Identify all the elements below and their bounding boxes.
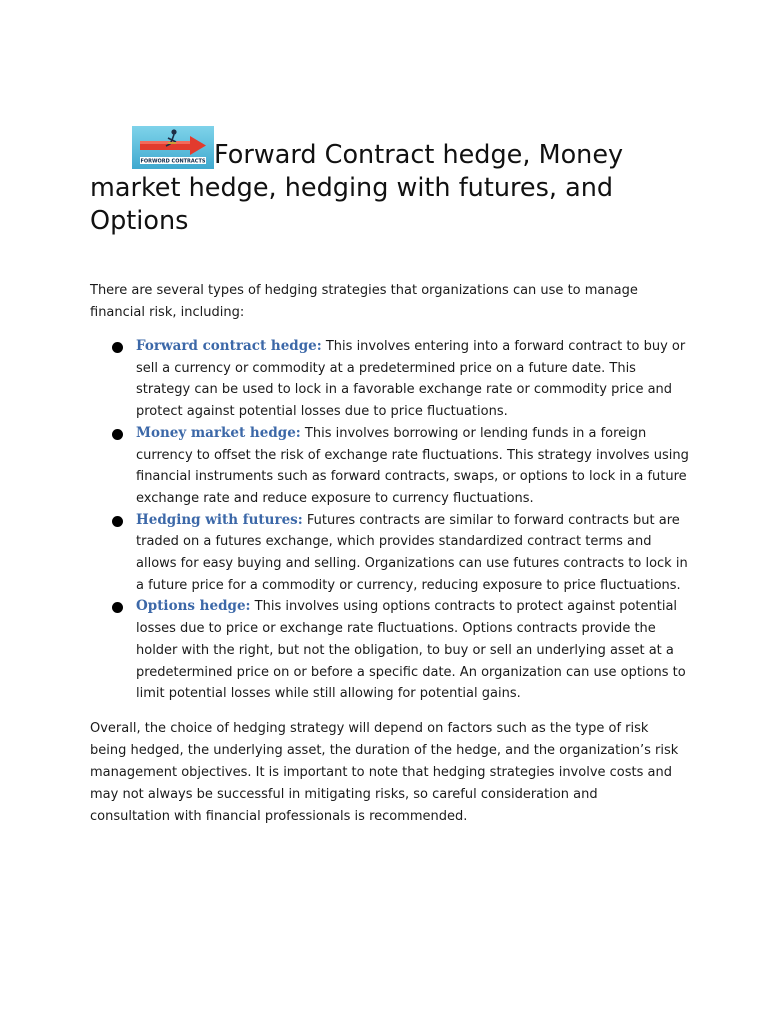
list-item-options-hedge bbox=[90, 596, 690, 705]
list-item-forward-contract-hedge bbox=[90, 336, 690, 423]
term-money-market-hedge: Money market hedge: bbox=[136, 424, 301, 441]
bullet-icon bbox=[112, 602, 123, 613]
forward-contracts-logo-graphic bbox=[132, 126, 214, 169]
description-options-hedge: This involves using options contracts to protect against potential losses due to price or exchange rate fluctuations. Options contracts provide the holder with the right, but not the obligation, to buy or sell an underlying asset at a predetermined price on or before a specific date. An organization can use options to limit potential losses while still allowing for potential gains. bbox=[136, 599, 686, 702]
logo-text: FORWORD CONTRACTS bbox=[140, 158, 206, 165]
conclusion-paragraph: Overall, the choice of hedging strategy will depend on factors such as the type of risk being hedged, the underlying asset, the duration of the hedge, and the organization’s risk management objectives. It is important to note that hedging strategies involve costs and may not always be successful in mitigating risks, so careful consideration and consultation with financial professionals is recommended. bbox=[90, 721, 679, 824]
list-item-hedging-with-futures bbox=[90, 510, 690, 597]
list-item-money-market-hedge bbox=[90, 423, 690, 510]
description-hedging-with-futures: Futures contracts are similar to forward contracts but are traded on a futures exchange, which provides standardized contract terms and allows for easy buying and selling. Organizations can use futures contracts to lock in a future price for a commodity or currency, reducing exposure to price fluctuations. bbox=[136, 512, 688, 593]
term-options-hedge: Options hedge: bbox=[136, 598, 251, 615]
term-forward-contract-hedge: Forward contract hedge: bbox=[136, 338, 322, 354]
page-title bbox=[90, 126, 670, 238]
page-title-text: Forward Contract hedge, Money market hedge, hedging with futures, and Options bbox=[90, 140, 624, 236]
title-block bbox=[90, 126, 670, 238]
term-hedging-with-futures: Hedging with futures: bbox=[136, 511, 303, 528]
forward-contracts-logo bbox=[132, 126, 214, 169]
bullet-icon bbox=[112, 429, 123, 440]
description-forward-contract-hedge: This involves entering into a forward contract to buy or sell a currency or commodity at a predetermined price on a future date. This strategy can be used to lock in a favorable exchange rate or commodity price and protect against potential losses due to price fluctuations. bbox=[136, 339, 686, 420]
description-money-market-hedge: This involves borrowing or lending funds in a foreign currency to offset the risk of exchange rate fluctuations. This strategy involves using financial instruments such as forward contracts, swaps, or options to lock in a future exchange rate and reduce exposure to currency fluctuations. bbox=[136, 425, 689, 506]
strategy-list bbox=[90, 336, 690, 705]
bullet-icon bbox=[112, 342, 123, 353]
intro-paragraph: There are several types of hedging strategies that organizations can use to manage financial risk, including: bbox=[90, 283, 638, 320]
bullet-icon bbox=[112, 516, 123, 527]
